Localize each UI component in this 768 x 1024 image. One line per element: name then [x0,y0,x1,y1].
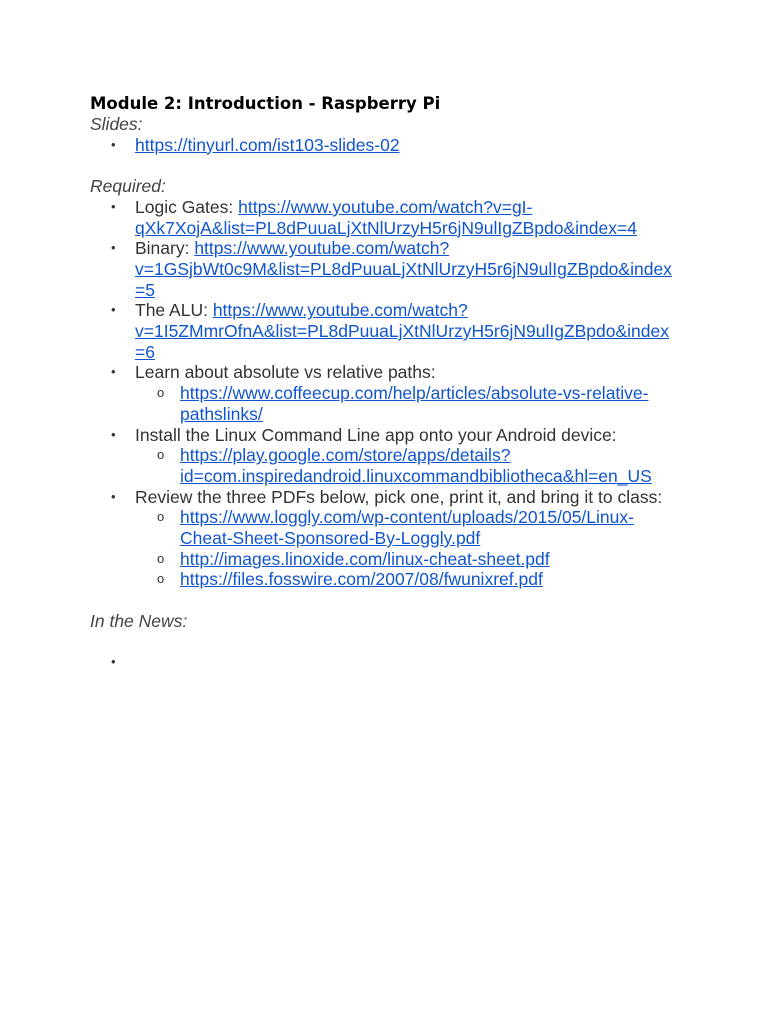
list-item-logic-gates [90,197,690,238]
play-store-link[interactable]: https://play.google.com/store/apps/details? id=com.inspiredandroid.linuxcommandbibliotheca&hl=en_US [180,445,652,486]
list-item-paths [90,362,690,424]
binary-link[interactable]: https://www.youtube.com/watch? v=1GSjbWt0c9M&list=PL8dPuuaLjXtNlUrzyH5r6jN9ulIgZBpdo&index =5 [135,238,672,300]
item-label: Install the Linux Command Line app onto your Android device: [135,424,617,445]
item-label: Review the three PDFs below, pick one, print it, and bring it to class: [135,486,663,507]
list-item-pdfs [90,487,690,591]
sub-list-item [135,569,690,590]
loggly-pdf-link[interactable]: https://www.loggly.com/wp-content/uploads/2015/05/Linux- Cheat-Sheet-Sponsored-By-Loggly.pdf [180,507,634,549]
sub-list-item [135,507,690,548]
sub-list [135,507,690,590]
news-list [90,652,690,673]
news-heading: In the News: [90,610,188,631]
item-label: The ALU: [135,300,213,321]
linoxide-pdf-link[interactable]: http://images.linoxide.com/linux-cheat-sheet.pdf [180,548,550,569]
sub-list-item [135,445,690,486]
item-label: Learn about absolute vs relative paths: [135,362,436,383]
list-item-android-app [90,425,690,487]
slides-list [90,135,690,156]
slides-heading: Slides: [90,114,143,134]
empty-list-item [90,652,690,673]
list-item-alu [90,300,690,362]
item-label: Logic Gates: [135,196,239,217]
list-item-binary [90,238,690,300]
sub-list [135,445,690,486]
page-title: Module 2: Introduction - Raspberry Pi [90,94,441,113]
sub-list [135,383,690,424]
logic-gates-link[interactable]: https://www.youtube.com/watch?v=gI- qXk7XojA&list=PL8dPuuaLjXtNlUrzyH5r6jN9ulIgZBpdo&index=4 [135,196,637,238]
list-item [90,135,690,156]
alu-link[interactable]: https://www.youtube.com/watch? v=1I5ZMmrOfnA&list=PL8dPuuaLjXtNlUrzyH5r6jN9ulIgZBpdo&index =6 [135,300,669,362]
item-label: Binary: [135,238,195,259]
sub-list-item [135,383,690,424]
coffeecup-link[interactable]: https://www.coffeecup.com/help/articles/absolute-vs-relative- pathslinks/ [180,383,649,424]
fosswire-pdf-link[interactable]: https://files.fosswire.com/2007/08/fwunixref.pdf [180,569,543,590]
slides-link[interactable]: https://tinyurl.com/ist103-slides-02 [135,134,400,155]
sub-list-item [135,549,690,570]
required-list [90,197,690,590]
document-content [90,93,690,673]
required-heading: Required: [90,176,166,197]
